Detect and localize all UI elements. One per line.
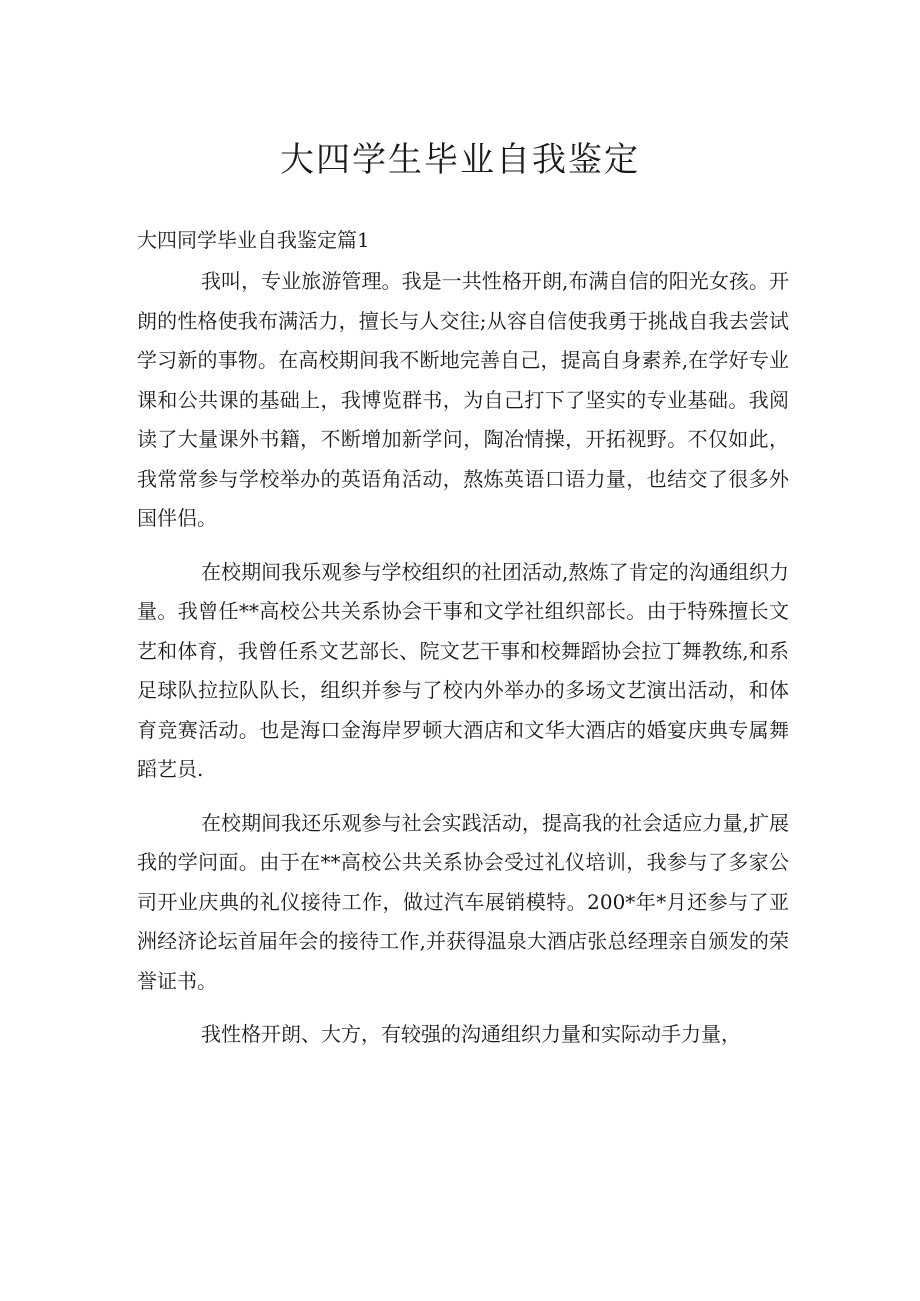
- document-body: [137, 262, 789, 1069]
- section-heading: 大四同学毕业自我鉴定篇1: [137, 228, 370, 252]
- paragraph: 我叫，专业旅游管理。我是一共性格开朗,布满自信的阳光女孩。开朗的性格使我布满活力，擅长与人交往;从容自信使我勇于挑战自我去尝试学习新的事物。在高校期间我不断地完善自己，提高自身素养,在学好专业课和公共课的基础上，我博览群书，为自己打下了坚实的专业基础。我阅读了大量课外书籍，不断增加新学问，陶冶情操，开拓视野。不仅如此，我常常参与学校举办的英语角活动，熬炼英语口语力量，也结交了很多外国伴侣。: [137, 269, 789, 530]
- document-title: 大四学生毕业自我鉴定: [280, 140, 640, 180]
- paragraph: 在校期间我乐观参与学校组织的社团活动,熬炼了肯定的沟通组织力量。我曾任**高校公共关系协会干事和文学社组织部长。由于特殊擅长文艺和体育，我曾任系文艺部长、院文艺干事和校舞蹈协会拉丁舞教练,和系足球队拉拉队队长，组织并参与了校内外举办的多场文艺演出活动，和体育竞赛活动。也是海口金海岸罗顿大酒店和文华大酒店的婚宴庆典专属舞蹈艺员.: [137, 559, 789, 781]
- paragraph: 在校期间我还乐观参与社会实践活动，提高我的社会适应力量,扩展我的学问面。由于在**高校公共关系协会受过礼仪培训，我参与了多家公司开业庆典的礼仪接待工作，做过汽车展销模特。200*年*月还参与了亚洲经济论坛首届年会的接待工作,并获得温泉大酒店张总经理亲自颁发的荣誉证书。: [137, 810, 789, 993]
- paragraph: 我性格开朗、大方，有较强的沟通组织力量和实际动手力量，: [201, 1022, 741, 1046]
